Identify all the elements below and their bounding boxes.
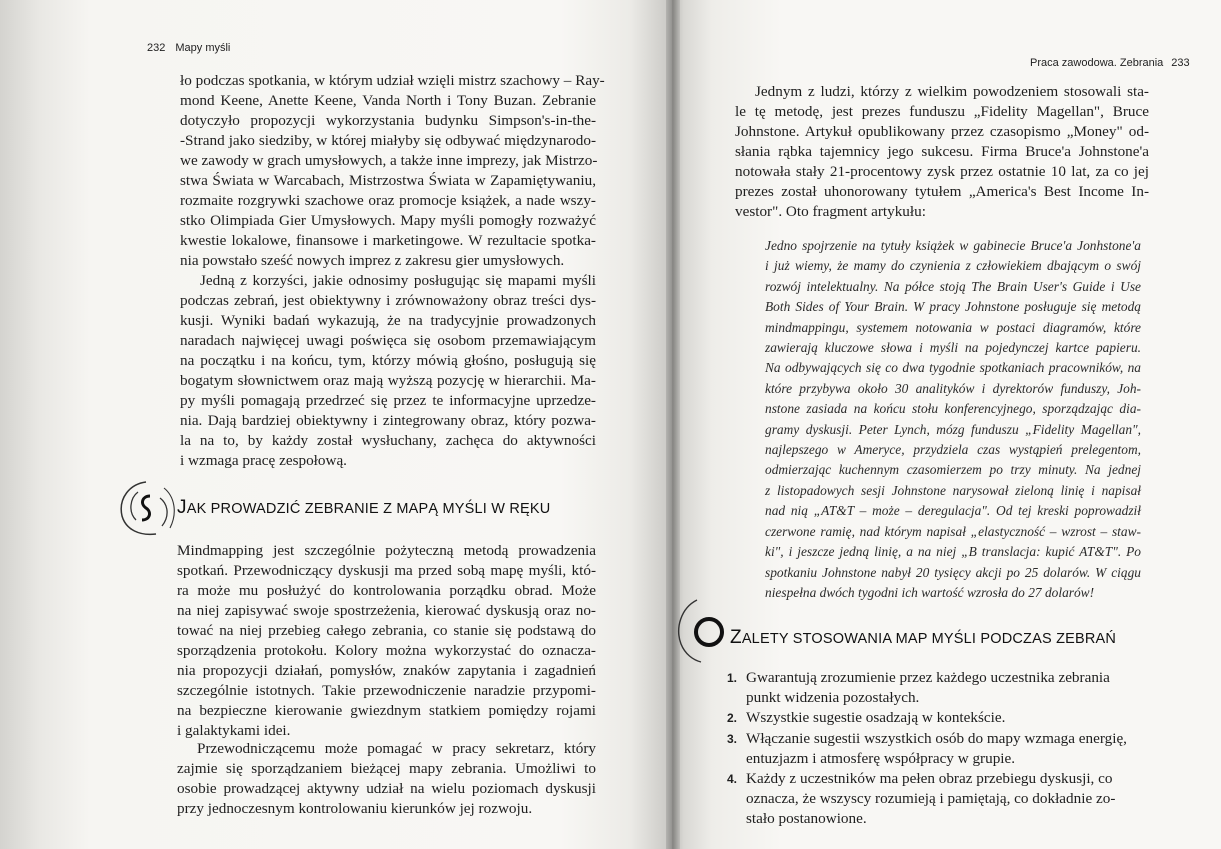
text-line: notowała stały 21-procentowy zysk przez ostatnie 10 lat, za co jej <box>735 163 1149 180</box>
text-line: gramy dyskusji. Peter Lynch, mózg funduszu „Fidelity Magellan", <box>765 421 1141 437</box>
right-quote-block <box>765 236 1141 603</box>
text-line: kwestie lokalowe, finansowe i marketingowe. W rezultacie spotka- <box>180 232 596 249</box>
text-line: Johnstone. Artykuł opublikowany przez czasopismo „Money" od- <box>735 123 1149 140</box>
text-line: nia propozycji działań, pomysłów, znaków zapytania i zagadnień <box>177 662 596 679</box>
text-line: bogatym słownictwem oraz mają wyższą pozycję w hierarchii. Ma- <box>180 372 596 389</box>
list-item-line: punkt widzenia pozostałych. <box>746 689 920 707</box>
list-item <box>727 769 1147 830</box>
brain-icon <box>116 478 180 540</box>
text-line: z listopadowych sesji Johnstone narysował zieloną linię i napisał <box>765 482 1141 498</box>
list-item <box>727 729 1147 769</box>
text-line: py myśli pomagają przedrzeć się przez te informacyjne uprzedze- <box>180 392 596 409</box>
text-line: na niej zapisywać swoje spostrzeżenia, kierować dyskusją oraz no- <box>177 602 596 619</box>
text-line: słania rąbka tajemnicy jego sukcesu. Firma Bruce'a Johnstone'a <box>735 143 1149 160</box>
text-line: i wzmaga pracę zespołową. <box>180 452 347 469</box>
list-item-line: Włączanie sugestii wszystkich osób do mapy wzmaga energię, <box>746 729 1127 747</box>
text-line: Jedną z korzyści, jakie odnosimy posługując się mapami myśli <box>200 272 596 289</box>
text-line: zajmie się sporządzaniem bieżącej mapy zebrania. Umożliwi to <box>177 760 596 777</box>
text-line: i galaktykami idei. <box>177 722 291 739</box>
left-paragraph-1 <box>180 71 605 271</box>
text-line: osobie prowadzącej aktywny udział na wielu poziomach dyskusji <box>177 780 596 797</box>
list-item-line: Wszystkie sugestie osadzają w kontekście. <box>746 709 1006 727</box>
text-line: na początku i na końcu, tym, którzy mówią głośno, posługują się <box>180 352 596 369</box>
text-line: prezes został uhonorowany tytułem „America's Best Income In- <box>735 183 1149 200</box>
text-line: szczególnie istotnych. Takie przewodniczenie naradzie przypomi- <box>177 682 596 699</box>
left-paragraph-3 <box>177 541 596 741</box>
left-section-heading: JAK PROWADZIĆ ZEBRANIE Z MAPĄ MYŚLI W RĘKU <box>177 497 551 518</box>
right-running-title: Praca zawodowa. Zebrania <box>1030 57 1164 69</box>
list-item-number: 4. <box>727 772 738 787</box>
right-section-heading: ZALETY STOSOWANIA MAP MYŚLI PODCZAS ZEBRAŃ <box>730 627 1117 648</box>
text-line: kusji. Wyniki badań wykazują, że na tradycyjnie prowadzonych <box>180 312 596 329</box>
text-line: sporządzenia protokołu. Kolory można wykorzystać do oznacza- <box>177 642 596 659</box>
list-item-line: Gwarantują zrozumienie przez każdego uczestnika zebrania <box>746 669 1110 686</box>
text-line: nia powstało sześć nowych imprez z zakresu gier umysłowych. <box>180 252 565 269</box>
right-page-number: 233 <box>1171 57 1190 69</box>
right-running-head <box>1030 57 1190 69</box>
text-line: nstone zasiada na końcu stołu konferencyjnego, sporządzając dia- <box>765 401 1141 417</box>
text-line: tować na niej przebieg całego zebrania, co stanie się podstawą do <box>177 622 596 639</box>
text-line: odmierzając kuchennym czasomierzem po trzy minuty. Na jednej <box>765 462 1141 478</box>
left-running-title: Mapy myśli <box>175 42 231 54</box>
list-item-line: Każdy z uczestników ma pełen obraz przebiegu dyskusji, co <box>746 770 1113 788</box>
text-line: Both Sides of Your Brain. W pracy Johnstone posługuje się metodą <box>765 299 1141 315</box>
text-line: -Strand jako siedziby, w której miałyby się odbywać międzynarodo- <box>180 132 596 149</box>
text-line: la na to, by każdy został wysłuchany, zachęca do aktywności <box>180 432 596 449</box>
list-item-line: oznacza, że wszyscy rozumieją i pamiętają, co dokładnie zo- <box>746 790 1116 808</box>
text-line: spotkań. Przewodniczący dyskusji ma przed sobą mapę myśli, któ- <box>177 562 596 579</box>
list-item <box>727 708 1147 728</box>
advantages-list <box>727 668 1147 830</box>
list-item <box>727 668 1147 708</box>
list-item-number: 1. <box>727 671 738 685</box>
list-item-line: entuzjazm i atmosferę współpracy w grupie. <box>746 749 1016 767</box>
text-line: podczas zebrań, jest obiektywny i zrównoważony obraz treści dys- <box>180 292 596 309</box>
book-gutter <box>666 0 680 849</box>
text-line: zawierają kluczowe słowa i myśli na pojedynczej kartce papieru. <box>765 340 1141 356</box>
list-item-number: 2. <box>727 711 738 726</box>
text-line: Przewodniczącemu może pomagać w pracy sekretarz, który <box>197 740 596 757</box>
text-line: le tę metodę, jest prezes funduszu „Fidelity Magellan", Bruce <box>735 103 1149 120</box>
text-line: czerwone ramię, nad którym napisał „elastyczność – wzrost – staw- <box>765 523 1141 539</box>
text-line: mond Keene, Anette Keene, Vanda North i Tony Buzan. Zebranie <box>180 92 596 109</box>
left-page-number: 232 <box>147 42 166 54</box>
text-line: Jednym z ludzi, którzy z wielkim powodzeniem stosowali sta- <box>755 83 1149 100</box>
text-line: najlepszego w Ameryce, przydziela czas wystąpień prelegentom, <box>765 442 1141 458</box>
text-line: Jedno spojrzenie na tytuły książek w gabinecie Bruce'a Jonhstone'a <box>765 238 1141 253</box>
right-paragraph-1 <box>735 82 1149 222</box>
text-line: Na odbywających się co dwa tygodnie spotkaniach pracowników, na <box>765 360 1141 376</box>
text-line: spotkaniu Johnstone nabył 20 tysięcy akcji po 25 dolarów. W ciągu <box>765 564 1141 580</box>
list-item-number: 3. <box>727 731 738 746</box>
text-line: rozmaite rozgrywki szachowe oraz promocje książek, a nade wszy- <box>180 192 596 209</box>
circle-o-icon <box>675 598 725 664</box>
list-item-line: stało postanowione. <box>746 810 867 828</box>
left-paragraph-4 <box>177 739 596 819</box>
text-line: na bezpieczne kierowanie gwiezdnym statkiem pomiędzy rojami <box>177 702 596 719</box>
text-line: które przybywa około 30 analityków i dyrektorów funduszy, Joh- <box>765 380 1141 396</box>
text-line: dotyczyło propozycji wykorzystania budynku Simpson's-in-the- <box>180 112 596 129</box>
text-line: rozwój intelektualny. Na półce stoją The Brain User's Guide i Use <box>765 278 1141 294</box>
text-line: niespełna dwóch tygodni ich wartość wzrosła do 27 dolarów! <box>765 584 1095 600</box>
text-line: i już wiemy, że mamy do czynienia z człowiekiem dbającym o swój <box>765 258 1141 274</box>
text-line: stwa Świata w Warcabach, Mistrzostwa Świata w Zapamiętywaniu, <box>180 172 596 189</box>
text-line: ra może mu posłużyć do kontrolowania porządku obrad. Może <box>177 582 596 599</box>
text-line: ki", i jeszcze jedną linię, a na niej „B translacja: kupić AT&T". Po <box>765 544 1141 560</box>
text-line: Mindmapping jest szczególnie pożyteczną metodą prowadzenia <box>177 542 596 559</box>
text-line: mindmappingu, systemem notowania w postaci diagramów, które <box>765 319 1141 335</box>
text-line: stko Olimpiada Gier Umysłowych. Mapy myśli pomogły rozważyć <box>180 212 596 229</box>
left-running-head <box>147 42 230 54</box>
text-line: ło podczas spotkania, w którym udział wzięli mistrz szachowy – Ray- <box>180 72 605 89</box>
text-line: przy jednoczesnym kontrolowaniu kierunków jej rozwoju. <box>177 800 533 817</box>
text-line: nad nią „AT&T – może – deregulacja". Od tej kreski poprowadził <box>765 503 1141 519</box>
text-line: naradach najwięcej uwagi poświęca się osobom przemawiającym <box>180 332 596 349</box>
text-line: vestor". Oto fragment artykułu: <box>735 203 926 220</box>
text-line: nia. Dają bardziej obiektywny i zintegrowany obraz, który pozwa- <box>180 412 596 429</box>
left-paragraph-2 <box>180 271 596 471</box>
text-line: we zawody w grach umysłowych, a także inne imprezy, jak Mistrzo- <box>180 152 598 169</box>
